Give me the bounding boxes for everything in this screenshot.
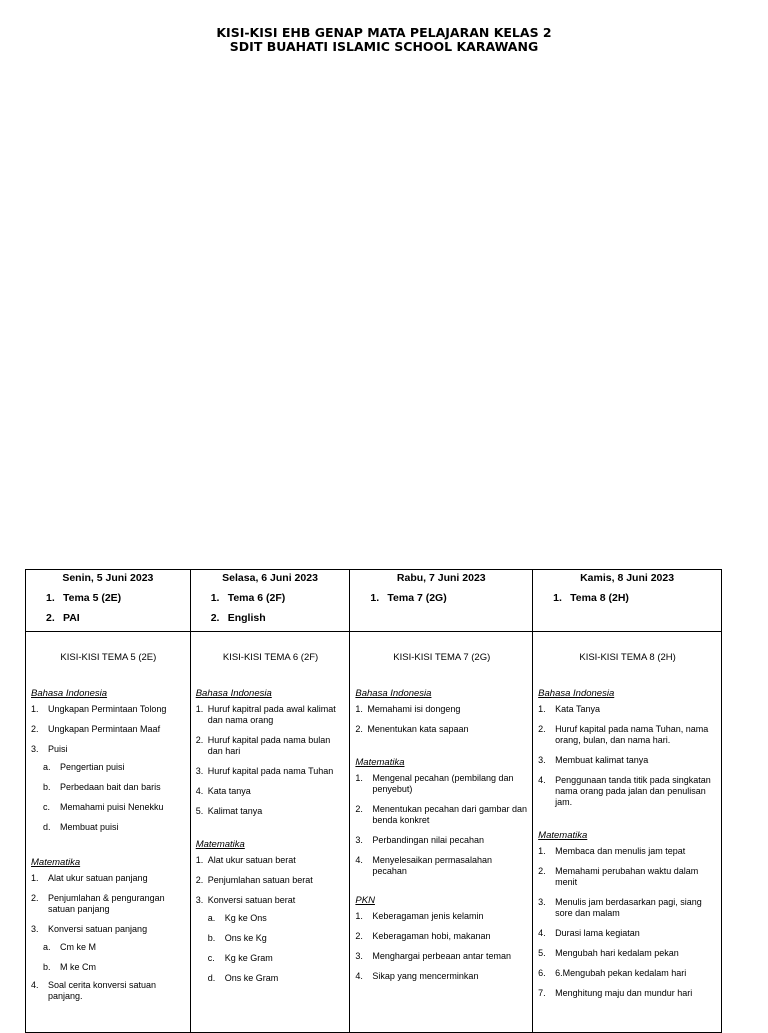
date-monday: Senin, 5 Juni 2023 — [62, 572, 154, 584]
list-item: 3. Menulis jam berdasarkan pagi, siang sore dan malam — [538, 897, 702, 918]
list-item: 3. Konversi satuan panjang — [31, 924, 148, 934]
list-item: 4. Penggunaan tanda titik pada singkatan nama orang pada jalan dan penulisan jam. — [538, 775, 711, 807]
list-item: 3. Membuat kalimat tanya — [538, 755, 649, 765]
list-item: 2. Keberagaman hobi, makanan — [355, 931, 491, 941]
section-bahasa-indonesia: Bahasa Indonesia — [538, 688, 615, 699]
sub-item: a. Kg ke Ons — [207, 913, 267, 923]
schedule-item: 1. Tema 5 (2E) — [46, 592, 122, 604]
table-header-row — [26, 570, 722, 632]
body-cell-monday — [26, 632, 191, 1033]
list-item: 3. Konversi satuan berat — [195, 895, 296, 905]
section-bahasa-indonesia: Bahasa Indonesia — [31, 688, 108, 699]
list-item: 2. Menentukan pecahan dari gambar dan benda konkret — [355, 804, 527, 825]
list-item: 1. Mengenal pecahan (pembilang dan penyebut) — [355, 773, 514, 794]
header-title: KISI-KISI EHB GENAP MATA PELAJARAN KELAS 2 — [216, 25, 552, 40]
document-header — [0, 26, 768, 54]
schedule-item: 1. Tema 6 (2F) — [210, 592, 286, 604]
list-item: 2. Menentukan kata sapaan — [355, 724, 469, 734]
header-cell-thursday — [533, 570, 722, 632]
section-matematika: Matematika — [538, 830, 588, 841]
sub-item: b. M ke Cm — [43, 962, 96, 972]
sub-item: b. Ons ke Kg — [207, 933, 267, 943]
list-item: 4. Sikap yang mencerminkan — [355, 971, 479, 981]
list-item: 1. Kata Tanya — [538, 704, 601, 714]
list-item: 2. Penjumlahan satuan berat — [195, 875, 313, 885]
sub-item: d. Membuat puisi — [43, 822, 119, 832]
sub-item: c. Memahami puisi Nenekku — [43, 802, 164, 812]
schedule-item: 2. PAI — [46, 612, 80, 624]
body-cell-tuesday — [190, 632, 350, 1033]
table-body-row — [26, 632, 722, 1033]
list-item: 3. Perbandingan nilai pecahan — [355, 835, 484, 845]
list-item: 1. Huruf kapitral pada awal kalimat dan nama orang — [195, 704, 336, 725]
list-item: 1. Membaca dan menulis jam tepat — [538, 846, 686, 856]
list-item: 3. Huruf kapital pada nama Tuhan — [195, 766, 334, 776]
schedule-item: 1. Tema 7 (2G) — [370, 592, 447, 604]
section-matematika: Matematika — [31, 857, 81, 868]
kisi-title: KISI-KISI TEMA 8 (2H) — [579, 652, 676, 663]
body-cell-wednesday — [350, 632, 533, 1033]
section-pkn: PKN — [355, 895, 375, 906]
list-item: 4. Kata tanya — [195, 786, 251, 796]
list-item: 4. Menyelesaikan permasalahan pecahan — [355, 855, 492, 876]
section-bahasa-indonesia: Bahasa Indonesia — [355, 688, 432, 699]
list-item: 1. Keberagaman jenis kelamin — [355, 911, 484, 921]
section-bahasa-indonesia: Bahasa Indonesia — [195, 688, 272, 699]
list-item: 2. Penjumlahan & pengurangan satuan panjang — [31, 893, 165, 914]
sub-item: d. Ons ke Gram — [207, 973, 279, 983]
list-item: 2. Memahami perubahan waktu dalam menit — [538, 866, 699, 887]
kisi-title: KISI-KISI TEMA 5 (2E) — [60, 652, 157, 663]
list-item: 3. Menghargai perbeaan antar teman — [355, 951, 511, 961]
section-matematika: Matematika — [195, 839, 245, 850]
list-item: 1. Ungkapan Permintaan Tolong — [31, 704, 167, 714]
list-item: 6. 6.Mengubah pekan kedalam hari — [538, 968, 687, 978]
sub-item: c. Kg ke Gram — [207, 953, 273, 963]
date-thursday: Kamis, 8 Juni 2023 — [580, 572, 675, 584]
list-item: 5. Kalimat tanya — [195, 806, 263, 816]
kisi-title: KISI-KISI TEMA 6 (2F) — [222, 652, 319, 663]
header-cell-tuesday — [190, 570, 350, 632]
sub-item: a. Cm ke M — [43, 942, 96, 952]
header-cell-wednesday — [350, 570, 533, 632]
schedule-item: 1. Tema 8 (2H) — [553, 592, 629, 604]
list-item: 2. Ungkapan Permintaan Maaf — [31, 724, 161, 734]
schedule-table — [25, 569, 722, 1033]
sub-item: a. Pengertian puisi — [43, 762, 125, 772]
list-item: 1. Alat ukur satuan panjang — [31, 873, 148, 883]
date-wednesday: Rabu, 7 Juni 2023 — [396, 572, 486, 584]
kisi-title: KISI-KISI TEMA 7 (2G) — [393, 652, 491, 663]
list-item: 7. Menghitung maju dan mundur hari — [538, 988, 693, 998]
date-tuesday: Selasa, 6 Juni 2023 — [222, 572, 318, 584]
section-matematika: Matematika — [355, 757, 405, 768]
header-cell-monday — [26, 570, 191, 632]
list-item: 2. Huruf kapital pada nama Tuhan, nama orang, bulan, dan nama hari. — [538, 724, 709, 745]
list-item: 4. Soal cerita konversi satuan panjang. — [31, 980, 157, 1001]
sub-item: b. Perbedaan bait dan baris — [43, 782, 161, 792]
list-item: 3. Puisi — [31, 744, 68, 754]
list-item: 1. Alat ukur satuan berat — [195, 855, 296, 865]
list-item: 1. Memahami isi dongeng — [355, 704, 461, 714]
header-school: SDIT BUAHATI ISLAMIC SCHOOL KARAWANG — [229, 39, 539, 54]
list-item: 2. Huruf kapital pada nama bulan dan hari — [195, 735, 331, 756]
list-item: 4. Durasi lama kegiatan — [538, 928, 640, 938]
body-cell-thursday — [533, 632, 722, 1033]
schedule-item: 2. English — [210, 612, 266, 624]
list-item: 5. Mengubah hari kedalam pekan — [538, 948, 679, 958]
